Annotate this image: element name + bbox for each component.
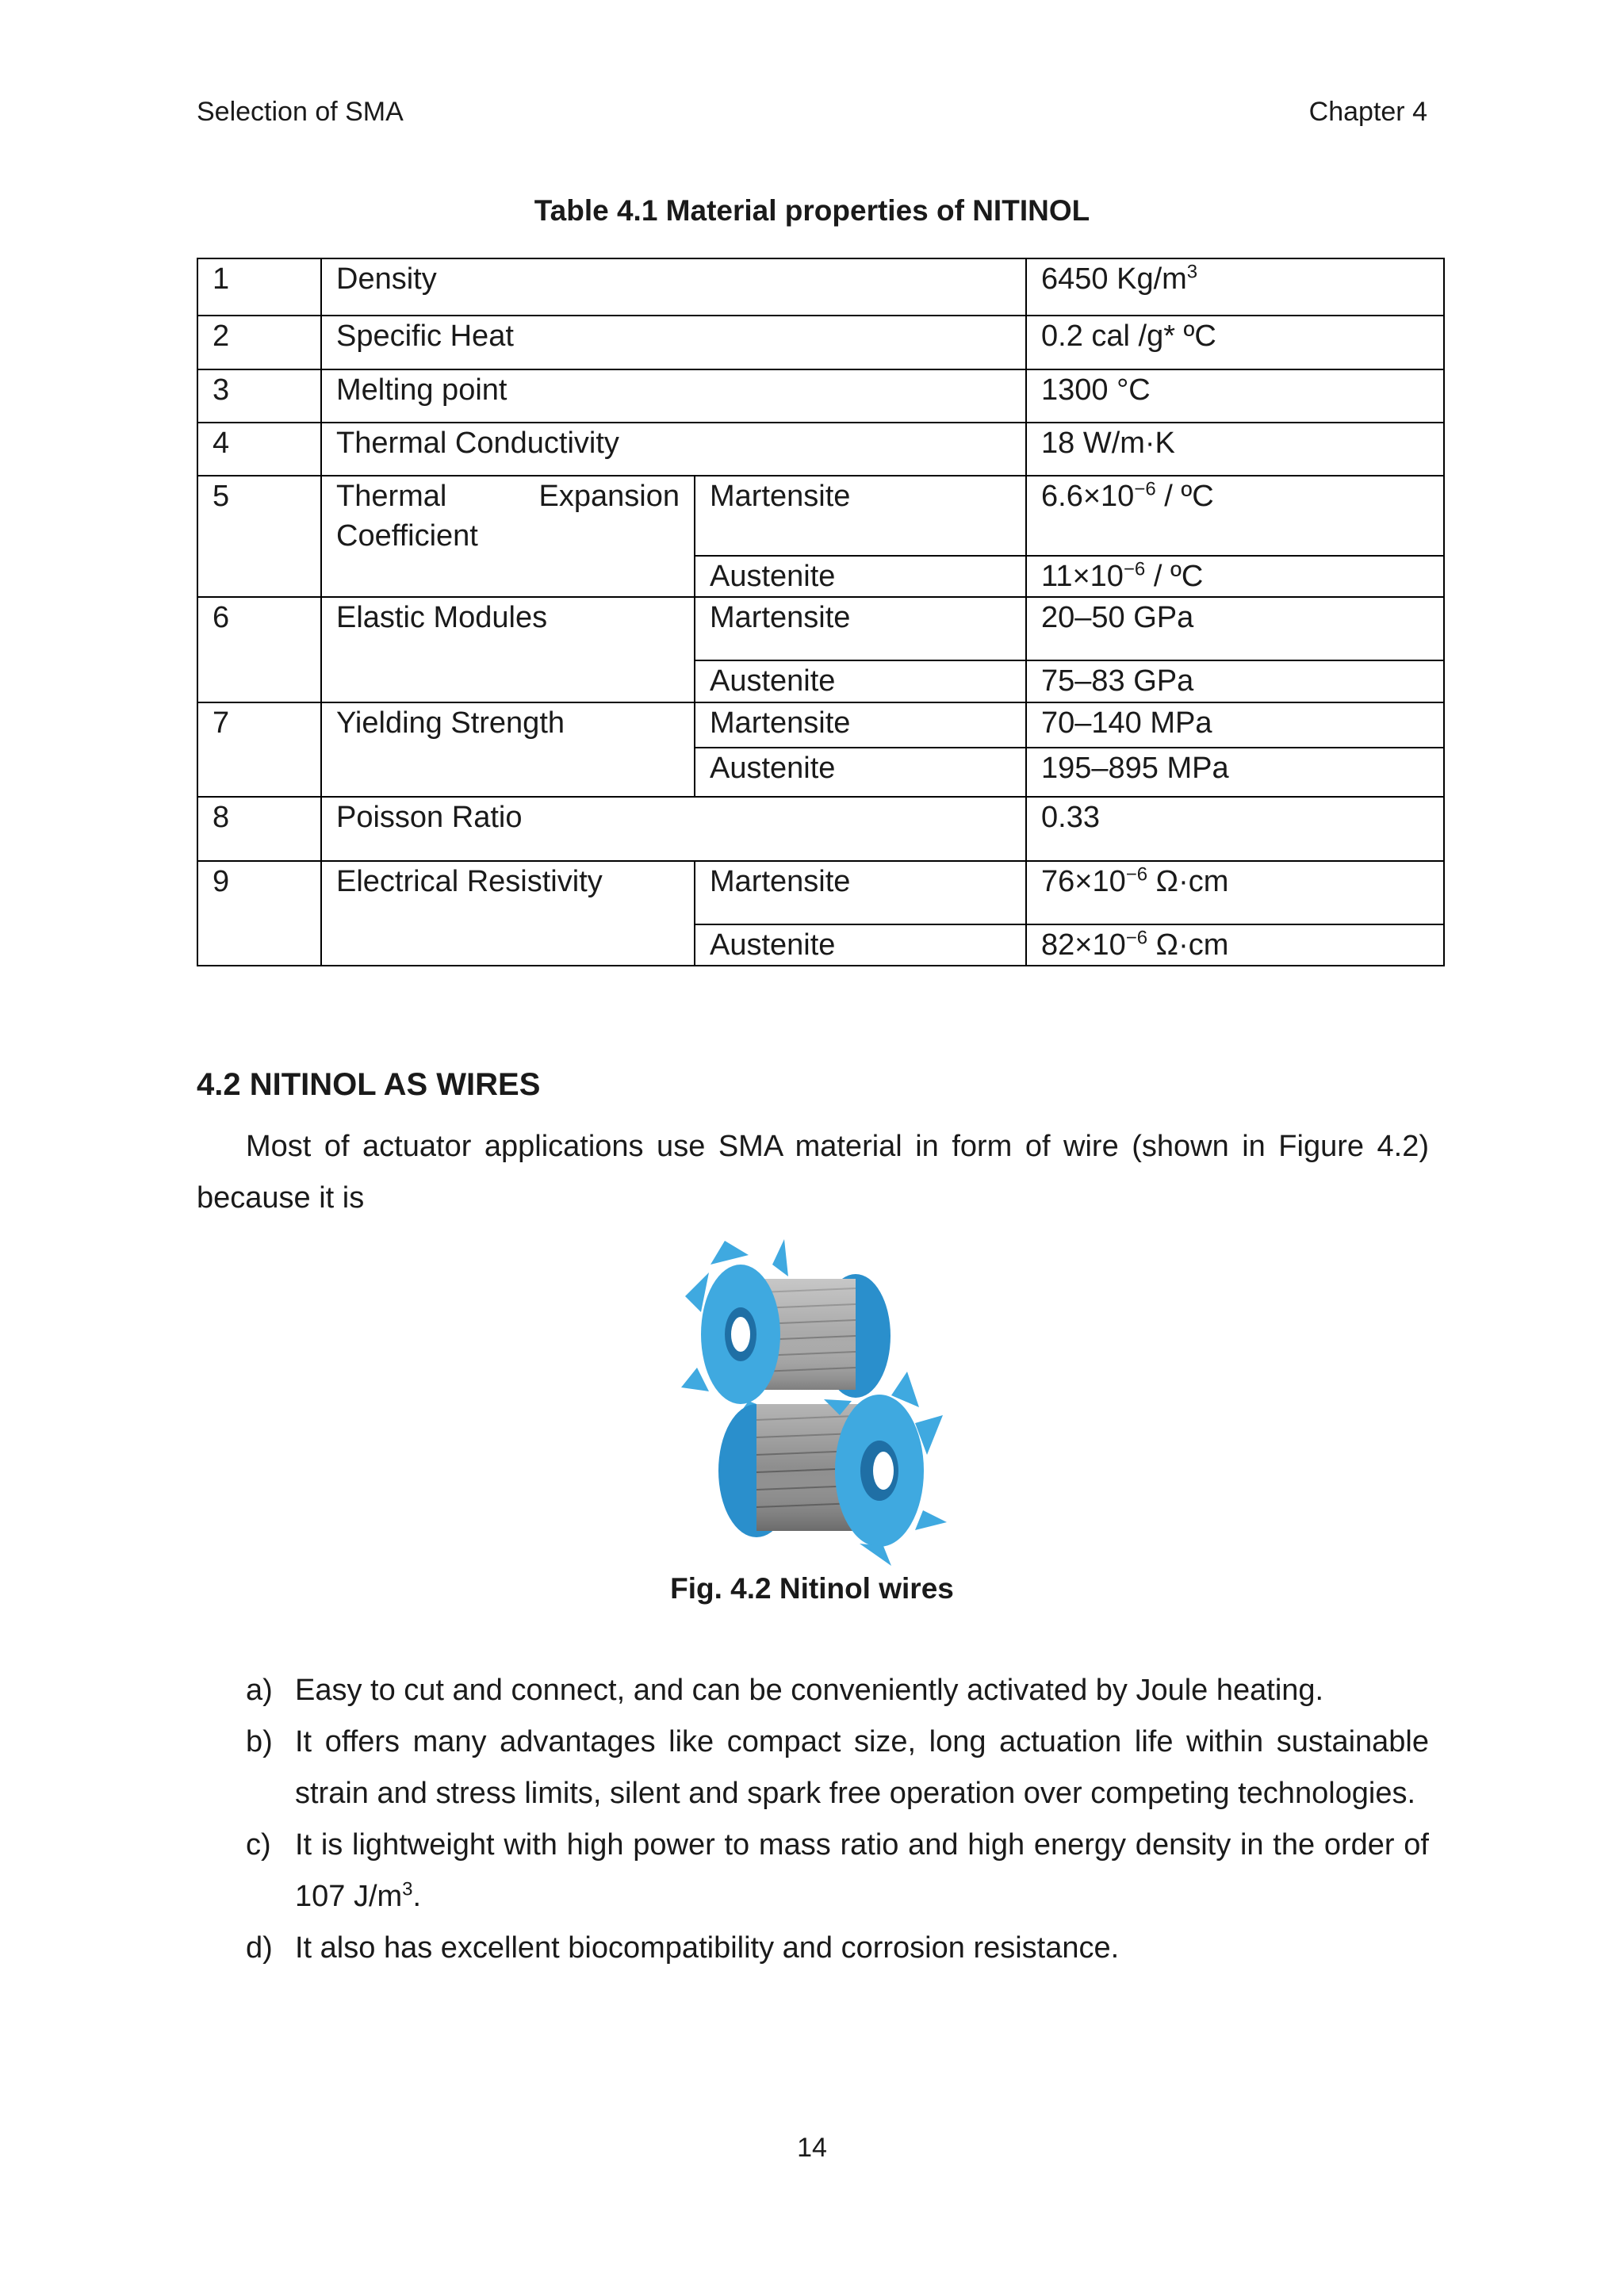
nitinol-wire-spools-figure xyxy=(653,1217,971,1566)
property-value: 1300 °C xyxy=(1026,369,1444,423)
list-item: c) It is lightweight with high power to mass ratio and high energy density in the order of 107 $J/m^3$. xyxy=(246,1820,1429,1923)
table-row xyxy=(197,861,1444,924)
table-title: Table 4.1 Material properties of NITINOL xyxy=(534,194,1090,227)
property-value: 18 W/m·K xyxy=(1026,423,1444,476)
property-value: 0.2 cal /g* ºC xyxy=(1026,316,1444,369)
back-spool xyxy=(681,1239,891,1423)
property-name: Elastic Modules xyxy=(321,597,695,702)
table-row xyxy=(197,369,1444,423)
property-value: $76\times 10^{-6}$ Ω·cm xyxy=(1026,861,1444,924)
advantages-list xyxy=(246,1665,1429,1974)
property-value: $6.6\times 10^{-6}$ / ºC xyxy=(1026,476,1444,556)
property-name: Density xyxy=(321,258,1026,316)
row-number: 5 xyxy=(197,476,321,597)
property-value: $82\times 10^{-6}$ Ω·cm xyxy=(1026,924,1444,966)
figure-caption: Fig. 4.2 Nitinol wires xyxy=(670,1572,954,1605)
wire-spools-image xyxy=(653,1217,971,1566)
table-row xyxy=(197,476,1444,556)
row-number: 9 xyxy=(197,861,321,966)
list-item: a) Easy to cut and connect, and can be conveniently activated by Joule heating. xyxy=(246,1665,1429,1716)
row-number: 4 xyxy=(197,423,321,476)
table-row xyxy=(197,702,1444,748)
row-number: 8 xyxy=(197,797,321,861)
list-item: d) It also has excellent biocompatibility and corrosion resistance. xyxy=(246,1923,1429,1974)
phase-name: Martensite xyxy=(695,702,1026,748)
row-number: 6 xyxy=(197,597,321,702)
phase-name: Martensite xyxy=(695,476,1026,556)
material-properties-table xyxy=(197,258,1445,966)
section-heading: 4.2 NITINOL AS WIRES xyxy=(197,1067,541,1102)
table-row xyxy=(197,423,1444,476)
phase-name: Austenite xyxy=(695,660,1026,702)
list-item: b) It offers many advantages like compact size, long actuation life within sustainable strain and stress limits, silent and spark free operation over competing technologies. xyxy=(246,1716,1429,1820)
property-name: Yielding Strength xyxy=(321,702,695,797)
phase-name: Martensite xyxy=(695,597,1026,660)
page-number: 14 xyxy=(797,2133,827,2163)
property-value: 0.33 xyxy=(1026,797,1444,861)
table-row xyxy=(197,797,1444,861)
property-name: Electrical Resistivity xyxy=(321,861,695,966)
list-marker: c) xyxy=(246,1828,271,1862)
row-number: 2 xyxy=(197,316,321,369)
list-marker: a) xyxy=(246,1674,273,1707)
list-marker: d) xyxy=(246,1931,273,1965)
property-value: 75–83 GPa xyxy=(1026,660,1444,702)
table-row xyxy=(197,258,1444,316)
property-value: 20–50 GPa xyxy=(1026,597,1444,660)
property-value: 6450 $Kg/m^3$ xyxy=(1026,258,1444,316)
running-header-left: Selection of SMA xyxy=(197,97,404,127)
property-value: 195–895 MPa xyxy=(1026,748,1444,797)
running-header-right: Chapter 4 xyxy=(1308,97,1427,127)
property-name: Melting point xyxy=(321,369,1026,423)
row-number: 1 xyxy=(197,258,321,316)
property-name: Thermal Expansion Coefficient xyxy=(321,476,695,597)
row-number: 7 xyxy=(197,702,321,797)
phase-name: Martensite xyxy=(695,861,1026,924)
property-name: Thermal Conductivity xyxy=(321,423,1026,476)
property-value: $11\times 10^{-6}$ / ºC xyxy=(1026,556,1444,597)
list-marker: b) xyxy=(246,1725,273,1758)
phase-name: Austenite xyxy=(695,924,1026,966)
body-paragraph: Most of actuator applications use SMA material in form of wire (shown in Figure 4.2) because it is xyxy=(197,1130,1429,1215)
phase-name: Austenite xyxy=(695,556,1026,597)
phase-name: Austenite xyxy=(695,748,1026,797)
table-row xyxy=(197,597,1444,660)
property-name: Specific Heat xyxy=(321,316,1026,369)
property-name: Poisson Ratio xyxy=(321,797,1026,861)
property-value: 70–140 MPa xyxy=(1026,702,1444,748)
row-number: 3 xyxy=(197,369,321,423)
table-row xyxy=(197,316,1444,369)
